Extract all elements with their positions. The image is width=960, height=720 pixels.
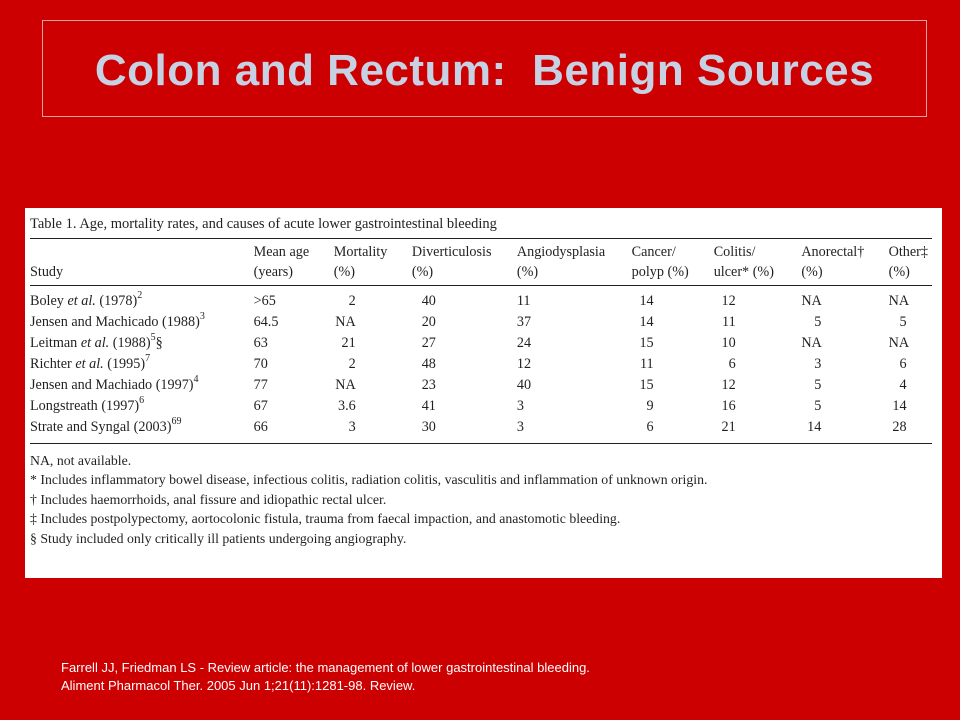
value-cell: NA	[801, 335, 822, 351]
value-cell: 28	[892, 419, 907, 435]
header-colitis-ulcer: Colitis/ ulcer* (%)	[713, 244, 774, 280]
table-row	[30, 333, 932, 354]
value-cell: 15	[639, 377, 654, 393]
header-cancer-polyp: Cancer/ polyp (%)	[631, 244, 689, 280]
value-cell: 5	[814, 377, 822, 393]
value-cell: 21	[721, 419, 736, 435]
value-cell: >65	[253, 293, 276, 309]
header-study: Study	[30, 264, 64, 280]
slide-title: Colon and Rectum: Benign Sources	[94, 45, 875, 95]
value-cell: 14	[639, 314, 654, 330]
value-cell: NA	[888, 293, 910, 309]
table-row	[30, 375, 932, 396]
value-cell: 3	[348, 419, 356, 435]
value-cell: 70	[253, 356, 268, 372]
table-row	[30, 354, 932, 375]
footnote: NA, not available.	[30, 453, 132, 468]
title-box	[42, 20, 927, 117]
value-cell: 16	[721, 398, 736, 414]
value-cell: 63	[253, 335, 268, 351]
value-cell: 4	[899, 377, 907, 393]
study-cell: Jensen and Machiado $(1997)^4$	[30, 374, 199, 393]
value-cell: 2	[348, 293, 356, 309]
value-cell: NA	[888, 335, 910, 351]
value-cell: 3	[814, 356, 822, 372]
value-cell: 48	[421, 356, 436, 372]
value-cell: 64.5	[253, 314, 279, 330]
table-row	[30, 396, 932, 417]
value-cell: NA	[335, 377, 356, 393]
value-cell: 41	[421, 398, 436, 414]
header-anorectal: Anorectal† (%)	[801, 244, 865, 280]
table-caption: Table 1. Age, mortality rates, and causes of acute lower gastrointestinal bleeding	[30, 213, 932, 239]
value-cell: 3	[516, 419, 524, 435]
table-row	[30, 286, 932, 313]
value-cell: 77	[253, 377, 268, 393]
footnote: ‡ Includes postpolypectomy, aortocolonic fistula, trauma from faecal impaction, and anastomotic bleeding.	[30, 511, 621, 527]
study-cell: Leitman et al. $(1988)^5\S$	[30, 332, 163, 351]
study-cell: Richter et al. $(1995)^7$	[30, 353, 151, 372]
value-cell: 5	[814, 398, 822, 414]
value-cell: 21	[341, 335, 356, 351]
value-cell: 37	[516, 314, 532, 330]
value-cell: 6	[899, 356, 907, 372]
value-cell: 14	[639, 293, 654, 309]
value-cell: 6	[646, 419, 654, 435]
value-cell: 11	[516, 293, 531, 309]
value-cell: 40	[421, 293, 436, 309]
table-panel	[25, 208, 942, 578]
value-cell: 11	[722, 314, 736, 330]
header-other: Other‡ (%)	[888, 244, 928, 280]
value-cell: 27	[421, 335, 436, 351]
value-cell: 3	[516, 398, 524, 414]
header-mortality: Mortality (%)	[333, 244, 388, 280]
study-cell: Boley et al. $(1978)^2$	[30, 290, 143, 309]
study-cell: Longstreath $(1997)^6$	[30, 395, 145, 414]
footnote: * Includes inflammatory bowel disease, infectious colitis, radiation colitis, vasculitis and inflammation of unknown origin.	[30, 472, 708, 488]
footnote: † Includes haemorrhoids, anal fissure and idiopathic rectal ulcer.	[30, 491, 387, 507]
table-footnotes	[30, 444, 932, 548]
value-cell: 12	[721, 293, 736, 309]
study-cell: Strate and Syngal $(2003)^{69}$	[30, 416, 182, 435]
citation	[61, 659, 590, 695]
value-cell: 11	[639, 356, 654, 372]
value-cell: 14	[807, 419, 822, 435]
value-cell: 67	[253, 398, 268, 414]
value-cell: 20	[421, 314, 436, 330]
header-angiodysplasia: Angiodysplasia (%)	[516, 244, 606, 280]
data-table	[30, 239, 932, 444]
value-cell: 15	[639, 335, 654, 351]
value-cell: 23	[421, 377, 436, 393]
table-body	[30, 286, 932, 444]
value-cell: 5	[814, 314, 822, 330]
value-cell: NA	[801, 293, 822, 309]
study-cell: Jensen and Machicado $(1988)^3$	[30, 311, 205, 330]
table-header	[30, 239, 932, 286]
value-cell: 24	[516, 335, 532, 351]
value-cell: 40	[516, 377, 532, 393]
table-row	[30, 417, 932, 444]
value-cell: 30	[421, 419, 436, 435]
value-cell: NA	[335, 314, 356, 330]
value-cell: 9	[646, 398, 654, 414]
value-cell: 5	[899, 314, 907, 330]
citation-line-2: Aliment Pharmacol Ther. 2005 Jun 1;21(11):1281-98. Review.	[61, 678, 416, 693]
header-mean-age: Mean age (years)	[253, 244, 310, 280]
value-cell: 6	[728, 356, 736, 372]
table-row	[30, 312, 932, 333]
value-cell: 12	[516, 356, 532, 372]
value-cell: 66	[253, 419, 268, 435]
value-cell: 2	[348, 356, 356, 372]
value-cell: 12	[721, 377, 736, 393]
footnote: § Study included only critically ill patients undergoing angiography.	[30, 530, 407, 546]
value-cell: 14	[892, 398, 907, 414]
value-cell: 3.6	[338, 398, 356, 414]
header-diverticulosis: Diverticulosis (%)	[411, 244, 492, 280]
citation-line-1: Farrell JJ, Friedman LS - Review article: the management of lower gastrointestinal bleeding.	[61, 660, 590, 675]
value-cell: 10	[721, 335, 736, 351]
